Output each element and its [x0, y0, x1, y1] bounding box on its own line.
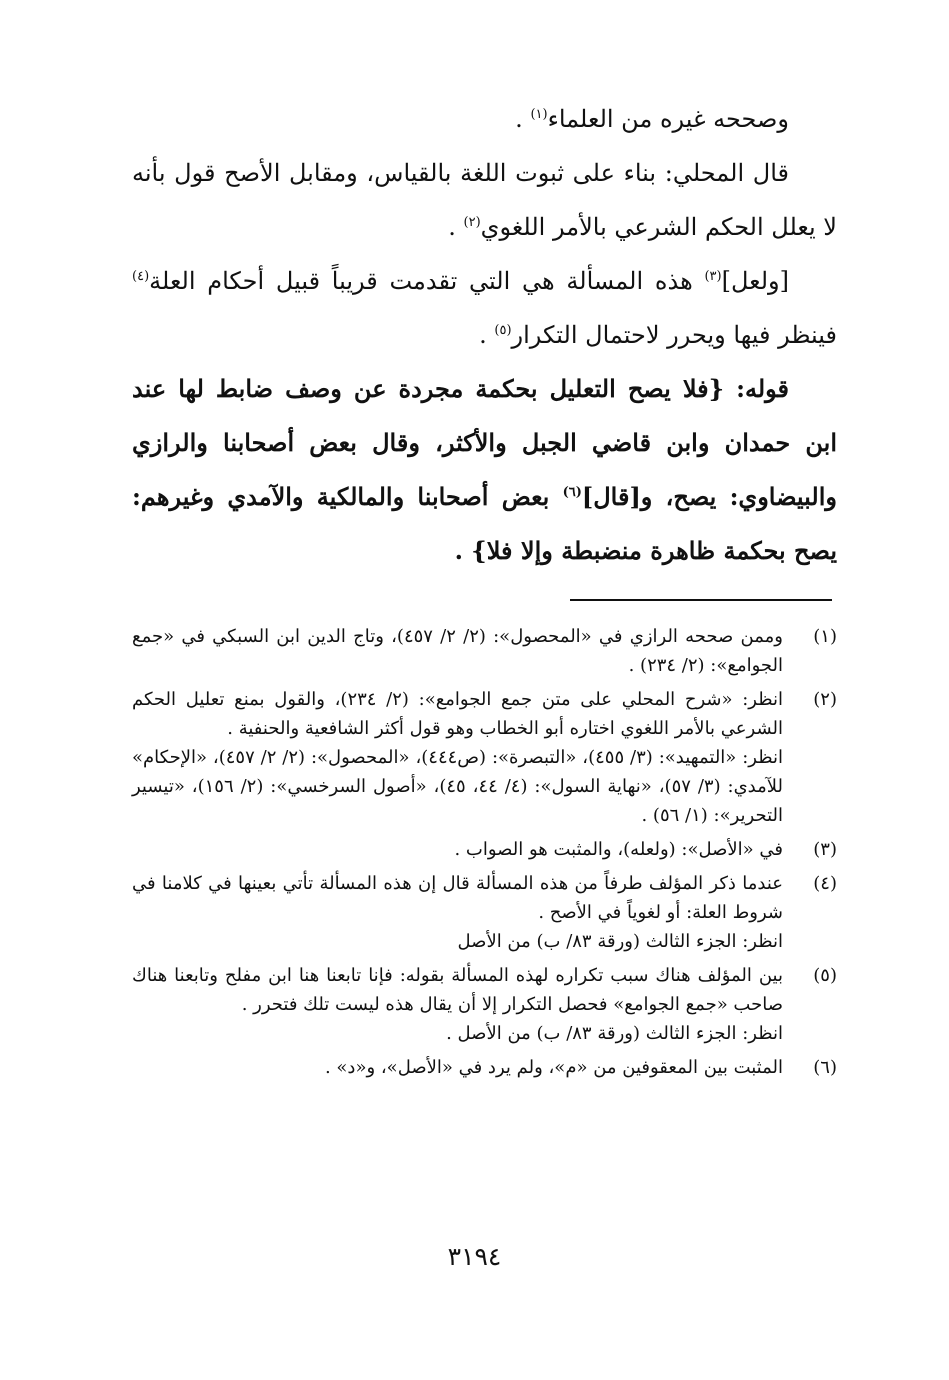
page-number: ٣١٩٤ — [447, 1242, 502, 1271]
paragraph-4-quotation: قوله: {فلا يصح التعليل بحكمة مجردة عن وصف ضابط لها عند ابن حمدان وابن قاضي الجبل والأكثر، وقال بعض أصحابنا والرازي والبيضاوي: يصح، و[قال]$^{(٦)}$ بعض أصحابنا والمالكية والآمدي وغيرهم: يصح بحكمة ظاهرة منضبطة وإلا فلا} . — [132, 374, 837, 565]
footnote-text: بين المؤلف هناك سبب تكراره لهذه المسألة بقوله: فإنا تابعنا هنا ابن مفلح وتابعنا هناك صاحب «جمع الجوامع» فحصل التكرار إلا أن يقال هذه ليست تلك فتحرر . — [132, 965, 783, 1015]
footnote-text: في «الأصل»: (ولعله)، والمثبت هو الصواب . — [454, 839, 783, 860]
paragraph-2: قال المحلي: بناء على ثبوت اللغة بالقياس، ومقابل الأصح قول بأنه لا يعلل الحكم الشرعي بالأمر اللغوي$^{(٢)}$ . — [132, 159, 837, 241]
footnote-number: (٣) — [813, 839, 837, 860]
paragraph-1: وصححه غيره من العلماء$^{(١)}$ . — [515, 105, 789, 133]
footnote-ref-1: (١) — [530, 107, 548, 122]
footnote-1 — [132, 622, 837, 680]
footnote-text: انظر: «التمهيد»: (٣/ ٤٥٥)، «التبصرة»: (ص٤٤٤)، «المحصول»: (٢/ ٢/ ٤٥٧)، «الإحكام» للآمدي: (٣/ ٥٧)، «نهاية السول»: (٤/ ٤٤، ٤٥)، «أصول السرخسي»: (٢/ ١٥٦)، «تيسير التحرير»: (١/ ٥٦) . — [132, 747, 783, 826]
footnotes-block — [132, 622, 837, 1087]
footnote-text: المثبت بين المعقوفين من «م»، ولم يرد في «الأصل»، و«د» . — [324, 1057, 783, 1078]
footnote-ref-2: (٢) — [463, 215, 481, 230]
footnote-5 — [132, 961, 837, 1048]
footnote-number: (٥) — [813, 965, 837, 986]
footnote-6 — [132, 1053, 837, 1082]
paragraph-3: [ولعل]$^{(٣)}$ هذه المسألة هي التي تقدمت قريباً قبيل أحكام العلة$^{(٤)}$ فينظر فيها ويحرر لاحتمال التكرار$^{(٥)}$ . — [132, 267, 837, 349]
footnote-ref-6: (٦) — [562, 485, 582, 500]
footnote-2 — [132, 685, 837, 830]
footnote-number: (٦) — [813, 1057, 837, 1078]
footnote-text: انظر: الجزء الثالث (ورقة ٨٣/ ب) من الأصل . — [446, 1023, 783, 1044]
footnote-text: انظر: «شرح المحلي على متن جمع الجوامع»: (٢/ ٢٣٤)، والقول بمنع تعليل الحكم الشرعي بالأمر اللغوي اختاره أبو الخطاب وهو قول أكثر الشافعية والحنفية . — [132, 689, 783, 739]
footnote-text: انظر: الجزء الثالث (ورقة ٨٣/ ب) من الأصل — [457, 931, 783, 952]
footnote-number: (٤) — [813, 873, 837, 894]
footnote-ref-4: (٤) — [132, 269, 150, 284]
footnote-text: عندما ذكر المؤلف طرفاً من هذه المسألة قال إن هذه المسألة تأتي بعينها في كلامنا في شروط العلة: أو لغوياً في الأصح . — [132, 873, 783, 923]
main-text-block — [132, 92, 837, 578]
footnote-3 — [132, 835, 837, 864]
footnote-ref-5: (٥) — [494, 323, 512, 338]
footnote-separator-rule — [570, 599, 832, 601]
footnote-text: وممن صححه الرازي في «المحصول»: (٢/ ٢/ ٤٥٧)، وتاج الدين ابن السبكي في «جمع الجوامع»: (٢/ ٢٣٤) . — [132, 626, 783, 676]
footnote-4 — [132, 869, 837, 956]
footnote-number: (١) — [813, 626, 837, 647]
footnote-ref-3: (٣) — [704, 269, 722, 284]
footnote-number: (٢) — [813, 689, 837, 710]
